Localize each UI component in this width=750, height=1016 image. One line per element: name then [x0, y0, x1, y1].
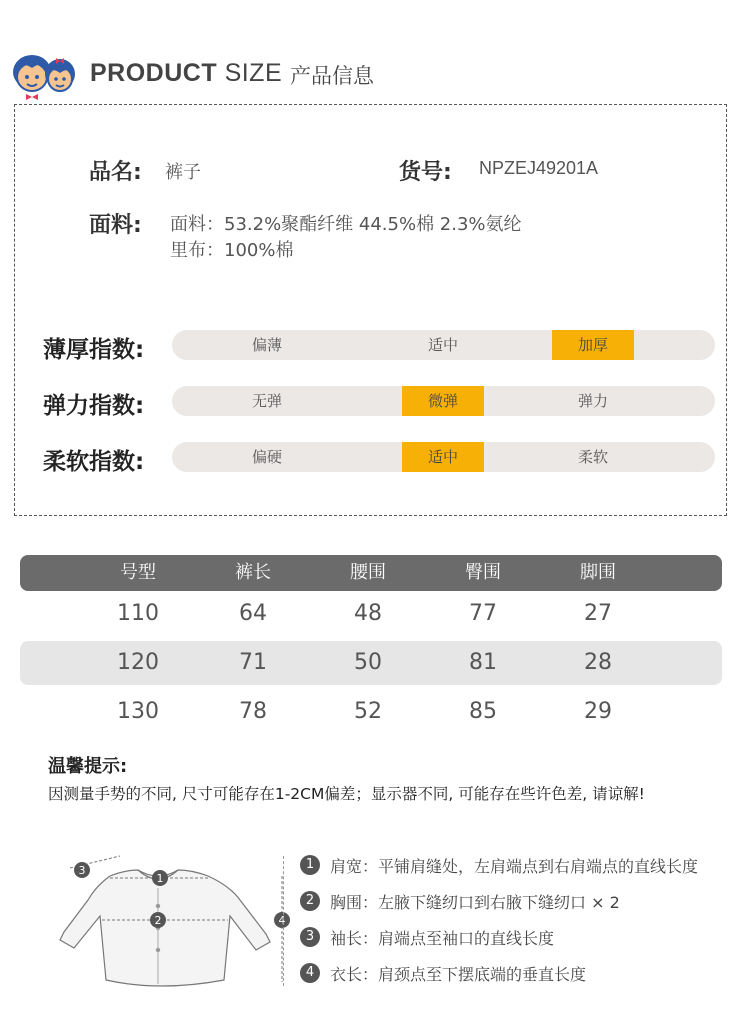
- thickness-option-thin: 偏薄: [251, 336, 282, 354]
- tips-title: 温馨提示:: [48, 756, 128, 777]
- table-cell: 71: [239, 650, 267, 675]
- table-cell: 28: [584, 650, 612, 675]
- name-value: 裤子: [165, 162, 201, 183]
- title-chinese: 产品信息: [290, 64, 374, 88]
- fabric-line-1: 面料：53.2%聚酯纤维 44.5%棉 2.3%氨纶: [170, 214, 522, 235]
- product-info-box: [14, 104, 727, 516]
- thickness-index-bar: [172, 330, 715, 360]
- table-cell: 110: [117, 601, 159, 626]
- table-cell: 77: [469, 601, 497, 626]
- table-cell: 48: [354, 601, 382, 626]
- legend-text: 肩宽：平铺肩缝处，左肩端点到右肩端点的直线长度: [330, 856, 699, 876]
- sku-label: 货号:: [399, 160, 452, 185]
- elasticity-option-slight: 微弹: [402, 386, 484, 416]
- legend-divider: [283, 856, 284, 986]
- legend-item-chest: [300, 889, 620, 913]
- table-cell: 52: [354, 699, 382, 724]
- table-cell: 50: [354, 650, 382, 675]
- column-header: 腰围: [350, 562, 386, 583]
- table-row: [20, 641, 722, 685]
- softness-option-medium: 适中: [402, 442, 484, 472]
- fabric-line-2: 里布：100%棉: [170, 240, 294, 261]
- table-cell: 64: [239, 601, 267, 626]
- elasticity-option-none: 无弹: [251, 392, 282, 410]
- softness-index-label: 柔软指数:: [43, 449, 145, 475]
- column-header: 裤长: [235, 562, 271, 583]
- number-4-icon: 4: [300, 963, 320, 983]
- sku-value: NPZEJ49201A: [479, 158, 599, 178]
- column-header: 脚围: [580, 562, 616, 583]
- thickness-index-label: 薄厚指数:: [43, 337, 145, 363]
- name-label: 品名:: [89, 160, 142, 185]
- number-2-icon: 2: [300, 891, 320, 911]
- elasticity-index-label: 弹力指数:: [43, 393, 145, 419]
- number-3-icon: 3: [300, 927, 320, 947]
- svg-text:3: 3: [78, 864, 86, 877]
- title-english: PRODUCT SIZE: [90, 59, 283, 87]
- legend-text: 衣长：肩颈点至下摆底端的垂直长度: [330, 964, 587, 984]
- softness-index-bar: [172, 442, 715, 472]
- legend-text: 袖长：肩端点至袖口的直线长度: [330, 928, 555, 948]
- table-cell: 120: [117, 650, 159, 675]
- column-header: 号型: [120, 562, 156, 583]
- legend-item-sleeve: [300, 925, 554, 949]
- column-header: 臀围: [465, 562, 501, 583]
- elasticity-index-bar: [172, 386, 715, 416]
- table-row: [20, 592, 722, 636]
- number-1-icon: 1: [300, 855, 320, 875]
- table-cell: 27: [584, 601, 612, 626]
- thickness-option-thick: 加厚: [552, 330, 634, 360]
- table-cell: 29: [584, 699, 612, 724]
- table-cell: 85: [469, 699, 497, 724]
- table-cell: 81: [469, 650, 497, 675]
- softness-option-soft: 柔软: [577, 448, 608, 466]
- table-row: [20, 690, 722, 734]
- svg-text:1: 1: [156, 872, 164, 885]
- size-table-header: [20, 555, 722, 591]
- two-kids-logo-icon: [10, 44, 78, 104]
- tips-text: 因测量手势的不同, 尺寸可能存在1-2CM偏差；显示器不同, 可能存在些许色差, 请谅解!: [48, 785, 645, 803]
- page-header: [10, 44, 740, 104]
- elasticity-option-stretch: 弹力: [577, 392, 608, 410]
- softness-option-hard: 偏硬: [251, 448, 282, 466]
- table-cell: 78: [239, 699, 267, 724]
- garment-diagram-icon: [30, 848, 300, 998]
- table-cell: 130: [117, 699, 159, 724]
- legend-item-shoulder: [300, 853, 698, 877]
- fabric-label: 面料:: [89, 213, 142, 238]
- thickness-option-medium: 适中: [427, 336, 458, 354]
- legend-text: 胸围：左腋下缝纫口到右腋下缝纫口 × 2: [330, 892, 620, 912]
- svg-text:4: 4: [278, 914, 286, 927]
- legend-item-length: [300, 961, 586, 985]
- svg-text:2: 2: [154, 914, 162, 927]
